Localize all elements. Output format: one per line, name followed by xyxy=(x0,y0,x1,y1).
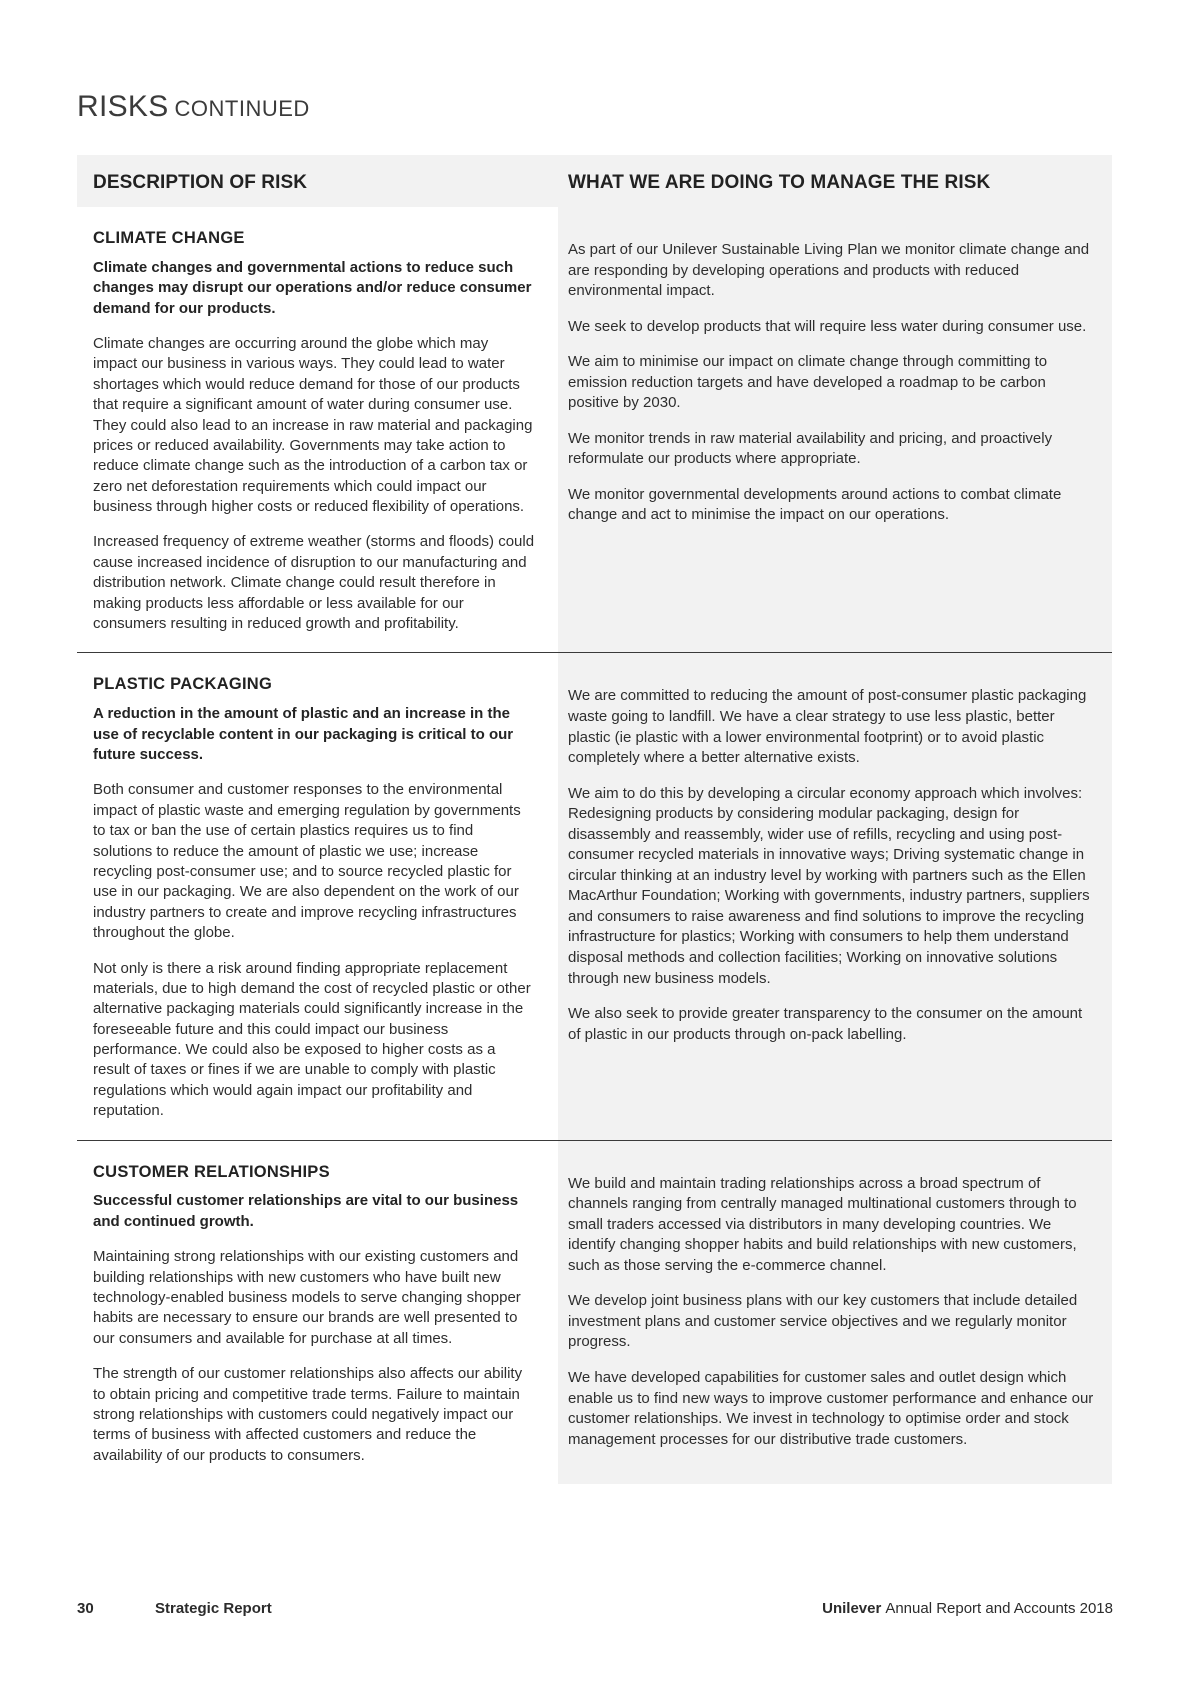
risk-title: CLIMATE CHANGE xyxy=(93,229,245,247)
management-paragraph: We aim to minimise our impact on climate change through committing to emission reduction targets and have developed a roadmap to be carbon positive by 2030. xyxy=(568,353,1048,412)
management-paragraph: We have developed capabilities for customer sales and outlet design which enable us to find new ways to improve customer performance and enhance our customer relationships. We invest in technology to optimise order and stock management processes for our distributive trade customers. xyxy=(568,1369,1094,1448)
page-title xyxy=(77,90,310,124)
risk-description-cell xyxy=(77,207,558,652)
risk-description-cell xyxy=(77,1141,558,1484)
page-title-main: RISKS xyxy=(77,90,169,123)
management-paragraph: We monitor trends in raw material availability and pricing, and proactively reformulate our products where appropriate. xyxy=(568,429,1053,468)
risk-lead-statement: Successful customer relationships are vital to our business and continued growth. xyxy=(93,1192,519,1230)
risk-lead-statement: Climate changes and governmental actions to reduce such changes may disrupt our operations and/or reduce consumer demand for our products. xyxy=(93,258,532,317)
management-paragraph: We aim to do this by developing a circular economy approach which involves: Redesigning products by considering modular packaging, design for disassembly and reassembly, wider use of refills, recycling and using post-consumer recycled materials in innovative ways; Driving systematic change in circular thinking at an industry level by working with partners such as the Ellen MacArthur Foundation; Working with governments, industry partners, suppliers and consumers to raise awareness and find solutions to improve the recycling infrastructure for plastics; Working with consumers to help them understand disposal methods and collection facilities; Working on innovative solutions through new business models. xyxy=(568,784,1090,987)
table-header-row xyxy=(77,155,1112,207)
table-row xyxy=(77,207,1112,652)
risk-paragraph: Both consumer and customer responses to the environmental impact of plastic waste and emerging regulation by governments to tax or ban the use of certain plastics requires us to find solutions to reduce the amount of plastic we use; increase recycling post-consumer use; and to source recycled plastic for use in our packaging. We are also dependent on the work of our industry partners to create and improve recycling infrastructures throughout the globe. xyxy=(93,781,521,942)
risk-paragraph: Climate changes are occurring around the globe which may impact our business in various ways. They could lead to water shortages which would reduce demand for those of our products that require a significant amount of water during consumer use. They could also lead to an increase in raw material and packaging prices or reduced availability. Governments may take action to reduce climate change such as the introduction of a carbon tax or zero net deforestation requirements which could impact our business through higher costs or reduced flexibility of operations. xyxy=(93,334,533,516)
risk-paragraph: Increased frequency of extreme weather (storms and floods) could cause increased incidence of disruption to our manufacturing and distribution network. Climate change could result therefore in making products less affordable or less available for our consumers resulting in reduced growth and profitability. xyxy=(93,533,535,633)
risk-management-cell xyxy=(558,1141,1112,1484)
footer-page-number: 30 xyxy=(77,1600,94,1617)
management-paragraph: We monitor governmental developments around actions to combat climate change and act to minimise the impact on our operations. xyxy=(568,485,1062,524)
risks-table xyxy=(77,155,1112,1484)
table-row xyxy=(77,1140,1112,1484)
management-paragraph: We build and maintain trading relationships across a broad spectrum of channels ranging from centrally managed multinational customers through to small traders accessed via distributors in many developing countries. We identify changing shopper habits and build relationships with new customers, such as those serving the e-commerce channel. xyxy=(568,1174,1077,1274)
risk-paragraph: Maintaining strong relationships with our existing customers and building relationships with new customers who have built new technology-enabled business models to serve changing shopper habits are necessary to ensure our brands are well presented to our consumers and available for purchase at all times. xyxy=(93,1248,521,1347)
page-footer xyxy=(77,1600,1113,1617)
management-paragraph: We are committed to reducing the amount of post-consumer plastic packaging waste going to landfill. We have a clear strategy to use less plastic, better plastic (ie plastic with a lower environmental footprint) or to avoid plastic completely where a better alternative exists. xyxy=(568,687,1087,767)
risk-management-cell xyxy=(558,653,1112,1139)
column-header-management: WHAT WE ARE DOING TO MANAGE THE RISK xyxy=(568,172,991,193)
footer-report-title: Annual Report and Accounts 2018 xyxy=(885,1600,1113,1617)
risk-paragraph: The strength of our customer relationships also affects our ability to obtain pricing and competitive trade terms. Failure to maintain strong relationships with customers could negatively impact our terms of business with affected customers and reduce the availability of our products to consumers. xyxy=(93,1365,523,1464)
risk-title: CUSTOMER RELATIONSHIPS xyxy=(93,1162,330,1181)
page-title-continued: CONTINUED xyxy=(174,96,310,121)
risk-description-cell xyxy=(77,653,558,1139)
management-paragraph: As part of our Unilever Sustainable Living Plan we monitor climate change and are responding by developing operations and products with reduced environmental impact. xyxy=(568,241,1090,300)
column-header-description: DESCRIPTION OF RISK xyxy=(93,172,308,193)
footer-brand: Unilever xyxy=(822,1600,882,1617)
management-paragraph: We seek to develop products that will require less water during consumer use. xyxy=(568,317,1087,335)
footer-left xyxy=(77,1600,272,1617)
footer-section-name: Strategic Report xyxy=(155,1600,272,1617)
risk-lead-statement: A reduction in the amount of plastic and an increase in the use of recyclable content in our packaging is critical to our future success. xyxy=(93,705,514,764)
risk-title: PLASTIC PACKAGING xyxy=(93,675,273,694)
footer-right xyxy=(822,1600,1113,1617)
table-row xyxy=(77,652,1112,1139)
risk-paragraph: Not only is there a risk around finding appropriate replacement materials, due to high demand the cost of recycled plastic or other alternative packaging materials could significantly increase in the foreseeable future and this could impact our business performance. We could also be exposed to higher costs as a result of taxes or fines if we are unable to comply with plastic regulations which would again impact our profitability and reputation. xyxy=(93,959,531,1120)
management-paragraph: We also seek to provide greater transparency to the consumer on the amount of plastic in our products through on-pack labelling. xyxy=(568,1005,1083,1043)
management-paragraph: We develop joint business plans with our key customers that include detailed investment plans and customer service objectives and we regularly monitor progress. xyxy=(568,1292,1078,1351)
risk-management-cell xyxy=(558,207,1112,652)
